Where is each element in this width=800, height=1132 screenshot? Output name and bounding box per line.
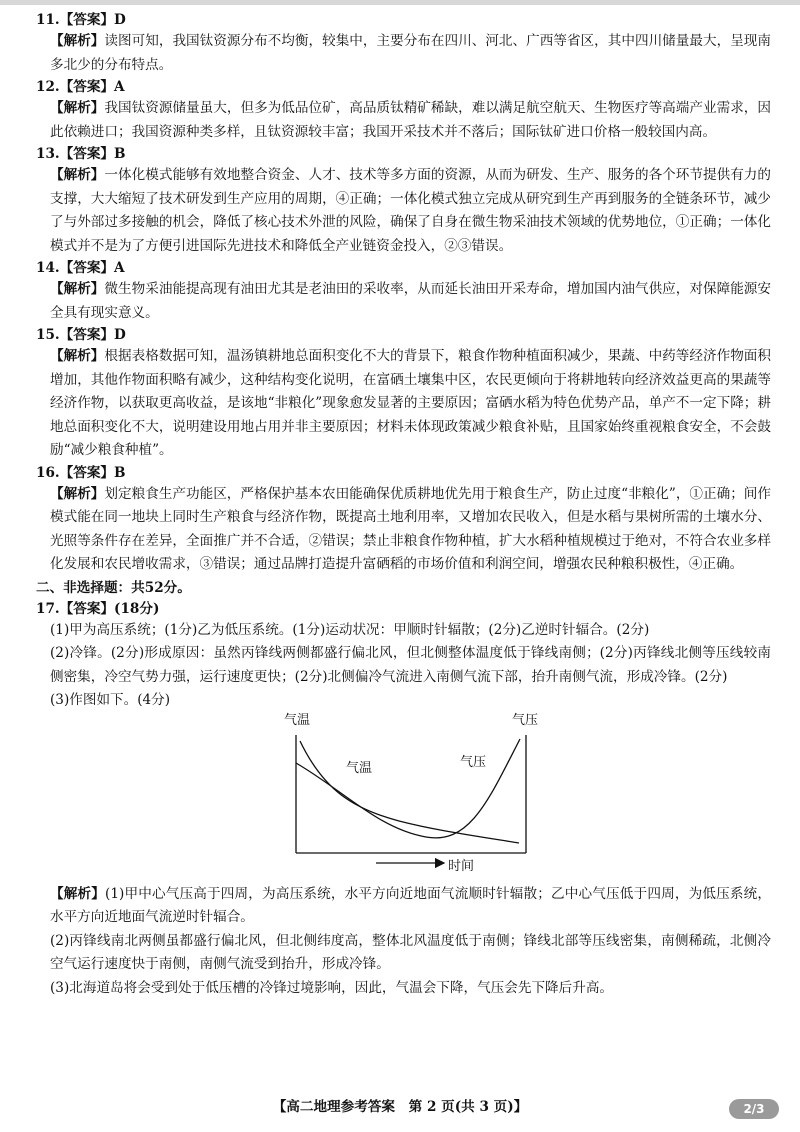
answer-content (36, 10, 771, 1000)
q11-explanation-text: 读图可知，我国钛资源分布不均衡，较集中，主要分布在四川、河北、广西等省区，其中四川储量最大，呈现南多北少的分布特点。 (50, 33, 772, 73)
q16-explanation-text: 划定粮食生产功能区，严格保护基本农田能确保优质耕地优先用于粮食生产，防止过度“非粮化”，①正确；间作模式能在同一地块上同时生产粮食与经济作物，既提高土地利用率，又增加农民收入，但是水稻与果树所需的土壤水分、光照等条件存在差异，全面推广并不合适，②错误；禁止非粮食作物种植，扩大水稻种植规模过于绝对，不符合农业多样化发展和农民增收需求，③错误；通过品牌打造提升富硒稻的市场价值和利润空间，增强农民种粮积极性，④正确。 (50, 485, 772, 572)
section-heading: 二、非选择题：共52分。 (36, 579, 191, 596)
x-axis-label: 时间 (448, 858, 475, 874)
q16-answer-tag: 【答案】 (59, 464, 115, 481)
q14-explanation-tag: 【解析】 (50, 281, 105, 297)
q11-answer-tag: 【答案】 (59, 12, 115, 28)
q12-explanation-tag: 【解析】 (50, 100, 105, 116)
q16-answer (36, 463, 771, 483)
q17-answer-part1: (1)甲为高压系统；(1分)乙为低压系统。(1分)运动状况：甲顺时针辐散；(2分)乙逆时针辐合。(2分) (50, 621, 650, 638)
q16-explanation (50, 483, 771, 577)
q15-answer-value: D (114, 327, 126, 343)
q12-explanation-text: 我国钛资源储量虽大，但多为低品位矿，高品质钛精矿稀缺，难以满足航空航天、生物医疗等高端产业需求，因此依赖进口；我国资源种类多样，且钛资源较丰富；我国开采技术并不落后；国际钛矿进口价格一般较国内高。 (50, 100, 772, 140)
page-indicator-badge: 2/3 (729, 1099, 779, 1119)
q12-number: 12. (36, 79, 60, 95)
q14-answer-value: A (114, 260, 125, 276)
temperature-curve (300, 741, 519, 843)
q12-answer-tag: 【答案】 (59, 79, 115, 95)
right-axis-label: 气压 (512, 712, 539, 728)
temperature-pressure-figure (284, 712, 539, 883)
q17-explanation-part1: (1)甲中心气压高于四周，为高压系统，水平方向近地面气流顺时针辐散；乙中心气压低于四周，为低压系统，水平方向近地面气流逆时针辐合。 (50, 885, 771, 925)
q16-explanation-tag: 【解析】 (50, 485, 105, 502)
q11-explanation (50, 30, 771, 77)
page-footer: 【高二地理参考答案 第 2 页(共 3 页)】 (272, 1099, 528, 1115)
q17-answer-tag: 【答案】 (59, 600, 115, 617)
q17-explanation-tag: 【解析】 (50, 885, 106, 902)
q16-answer-value: B (114, 464, 126, 481)
q11-answer-value: D (114, 12, 126, 28)
q15-explanation-tag: 【解析】 (50, 348, 105, 364)
q15-answer (36, 325, 771, 345)
q13-explanation-text: 一体化模式能够有效地整合资金、人才、技术等多方面的资源，从而为研发、生产、服务的各个环节提供有力的支撑，大大缩短了技术研发到生产应用的周期，④正确；一体化模式独立完成从研究到生产再到服务的全链条环节，减少了与外部过多接触的机会，降低了核心技术外泄的风险，确保了自身在微生物采油技术领域的优势地位，①正确；一体化模式并不是为了方便引进国际先进技术和降低全产业链资金投入，②③错误。 (50, 167, 772, 254)
q12-explanation (50, 97, 771, 144)
q12-answer-value: A (114, 79, 125, 95)
q15-explanation-text: 根据表格数据可知，温汤镇耕地总面积变化不大的背景下，粮食作物种植面积减少，果蔬、中药等经济作物面积增加，其他作物面积略有减少，这种结构变化说明，在富硒土壤集中区，农民更倾向于将耕地转向经济效益更高的果蔬等经济作物，以获取更高收益，是该地“非粮化”现象愈发显著的主要原因；富硒水稻为特色优势产品，单产不一定下降；耕地总面积变化不大，说明建设用地占用并非主要原因；材料未体现政策减少粮食补贴，且国家始终重视粮食安全，不会鼓励“减少粮食种植”。 (50, 348, 772, 458)
q14-number: 14. (36, 260, 60, 276)
q13-answer-value: B (114, 146, 126, 162)
q15-answer-tag: 【答案】 (59, 327, 115, 343)
q17-number: 17. (36, 600, 60, 617)
q11-number: 11. (36, 12, 60, 28)
q11-answer (36, 10, 771, 30)
q13-answer (36, 144, 771, 164)
q15-number: 15. (36, 327, 60, 343)
q13-number: 13. (36, 146, 60, 162)
q14-answer-tag: 【答案】 (59, 260, 115, 276)
top-edge-strip (0, 0, 800, 5)
q17-answer-score: (18分) (114, 600, 160, 617)
q12-answer (36, 77, 771, 97)
q17-answer-part2: (2)冷锋。(2分)形成原因：虽然丙锋线两侧都盛行偏北风，但北侧整体温度低于锋线南侧；(2分)丙锋线北侧等压线较南侧密集，冷空气势力强，运行速度更快；(2分)北侧偏冷气流进入南侧气流下部，抬升南侧气流，形成冷锋。(2分) (50, 645, 771, 685)
temperature-curve-label: 气温 (346, 760, 373, 776)
q16-number: 16. (36, 464, 60, 481)
q11-explanation-tag: 【解析】 (50, 33, 105, 49)
q14-explanation (50, 278, 771, 325)
q14-explanation-text: 微生物采油能提高现有油田尤其是老油田的采收率，从而延长油田开采寿命，增加国内油气供应，对保障能源安全具有现实意义。 (50, 281, 772, 321)
pressure-curve-label: 气压 (460, 754, 487, 770)
q13-explanation (50, 164, 771, 258)
q14-answer (36, 258, 771, 278)
figure-drawing (284, 713, 534, 883)
q15-explanation (50, 345, 771, 463)
q17-explanation-part3: (3)北海道岛将会受到处于低压槽的冷锋过境影响，因此，气温会下降，气压会先下降后升高。 (50, 979, 614, 996)
q17-answer (36, 599, 771, 619)
left-axis-label: 气温 (284, 712, 311, 728)
q13-answer-tag: 【答案】 (59, 146, 115, 162)
q17-explanation (50, 883, 771, 930)
q17-explanation-part2: (2)丙锋线南北两侧虽都盛行偏北风，但北侧纬度高，整体北风温度低于南侧；锋线北部等压线密集，南侧稀疏，北侧冷空气运行速度快于南侧，南侧气流受到抬升，形成冷锋。 (50, 932, 771, 972)
q17-answer-part3: (3)作图如下。(4分) (50, 692, 171, 708)
q13-explanation-tag: 【解析】 (50, 167, 105, 183)
